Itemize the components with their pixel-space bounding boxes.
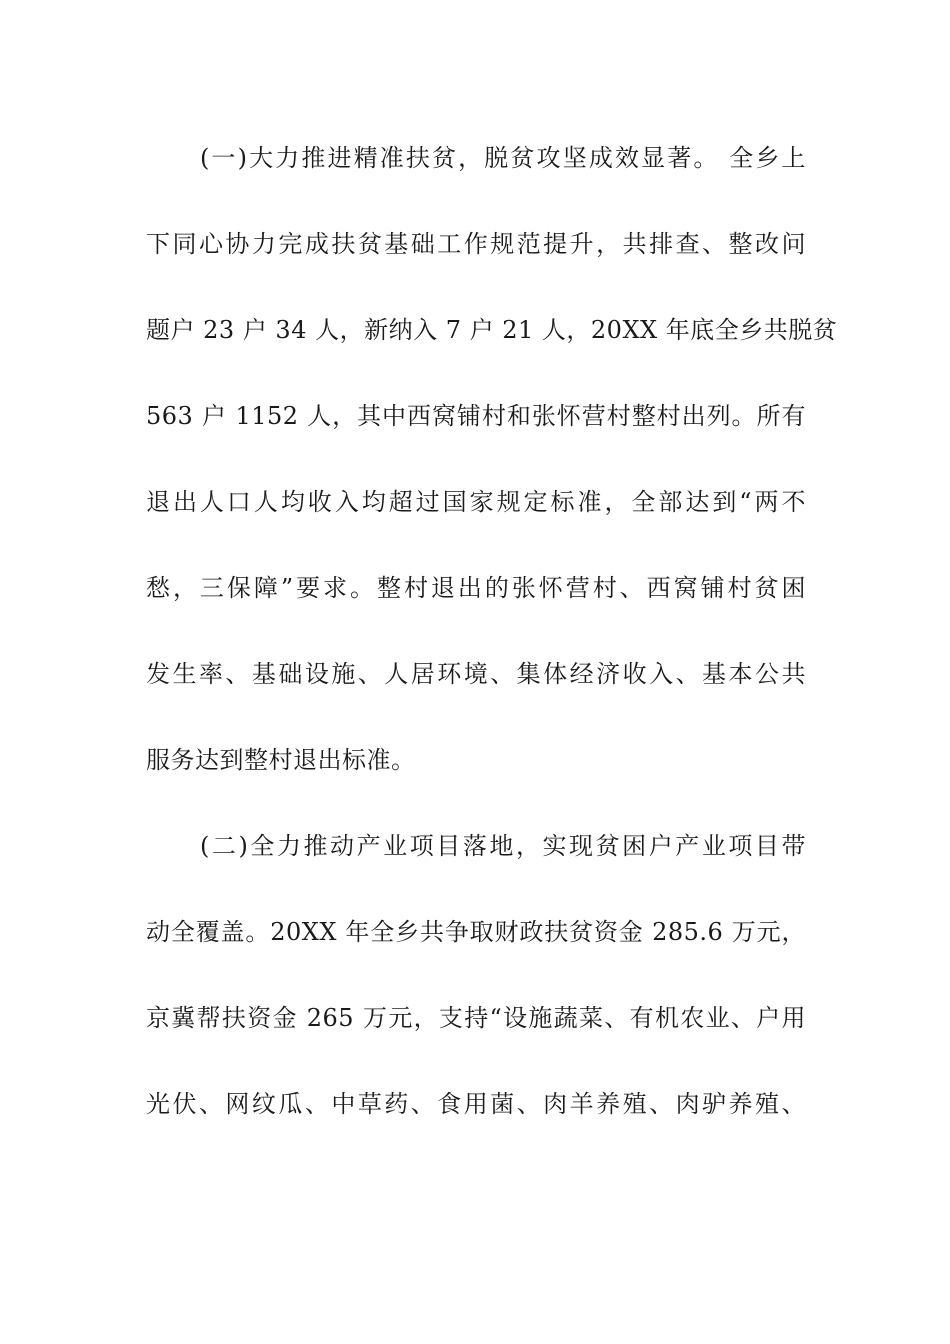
paragraph-1-line-7: 发生率、基础设施、人居环境、集体经济收入、基本公共 — [146, 660, 806, 688]
paragraph-2-line-1: (二)全力推动产业项目落地，实现贫困户产业项目带 — [200, 832, 806, 860]
paragraph-1-line-8: 服务达到整村退出标准。 — [146, 746, 416, 774]
paragraph-1-line-2: 下同心协力完成扶贫基础工作规范提升，共排查、整改问 — [146, 230, 806, 258]
paragraph-1-line-6: 愁，三保障”要求。整村退出的张怀营村、西窝铺村贫困 — [146, 574, 806, 602]
paragraph-2-line-4: 光伏、网纹瓜、中草药、食用菌、肉羊养殖、肉驴养殖、 — [146, 1090, 806, 1118]
paragraph-1-line-5: 退出人口人均收入均超过国家规定标准，全部达到“两不 — [146, 488, 806, 516]
paragraph-1-line-3: 题户 23 户 34 人，新纳入 7 户 21 人，20XX 年底全乡共脱贫 — [146, 316, 838, 344]
paragraph-2-line-3: 京冀帮扶资金 265 万元，支持“设施蔬菜、有机农业、户用 — [146, 1004, 806, 1032]
paragraph-2-line-2: 动全覆盖。20XX 年全乡共争取财政扶贫资金 285.6 万元， — [146, 918, 806, 946]
paragraph-1-line-4: 563 户 1152 人，其中西窝铺村和张怀营村整村出列。所有 — [146, 402, 806, 430]
paragraph-1-line-1: (一)大力推进精准扶贫，脱贫攻坚成效显著。 全乡上 — [200, 144, 806, 172]
